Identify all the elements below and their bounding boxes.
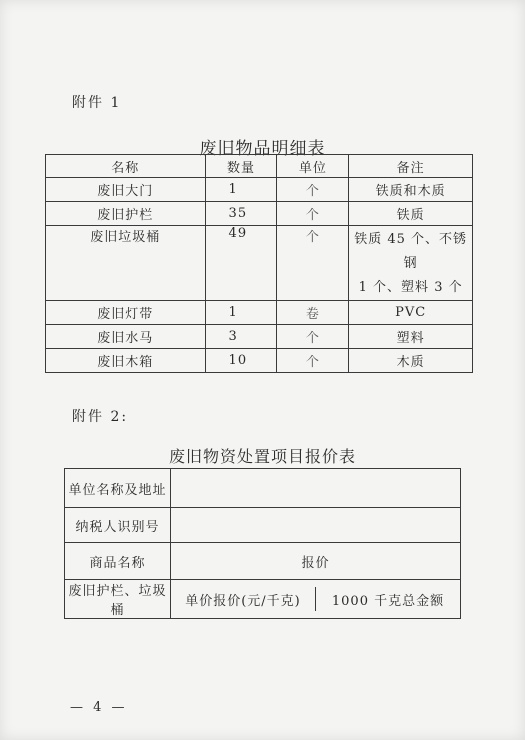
- quote-row-item: [65, 580, 461, 619]
- item-unit: 个: [277, 178, 349, 202]
- quote-item-name: 废旧护栏、垃圾桶: [65, 580, 171, 619]
- company-label: 单位名称及地址: [65, 469, 171, 508]
- attachment-2-label: 附件 2:: [72, 409, 129, 425]
- table-row: [46, 301, 473, 325]
- item-note: 铁质和木质: [349, 178, 473, 202]
- item-qty: 49: [205, 226, 277, 301]
- table-row: [46, 178, 473, 202]
- item-qty: 35: [205, 202, 277, 226]
- item-note: 塑料: [349, 325, 473, 349]
- table-row: [46, 349, 473, 373]
- item-qty: 1: [205, 178, 277, 202]
- item-note-line-2: 1 个、塑料 3 个: [358, 280, 463, 295]
- item-name: 废旧水马: [46, 325, 206, 349]
- page-number: — 4 —: [70, 700, 128, 715]
- tax-id-label: 纳税人识别号: [65, 508, 171, 543]
- header-quantity: 数量: [205, 155, 277, 178]
- items-table: [45, 154, 473, 373]
- company-value-cell[interactable]: [171, 469, 461, 508]
- item-note-line-1: 铁质 45 个、不锈钢: [354, 232, 468, 271]
- item-unit: 个: [277, 226, 349, 301]
- item-qty: 10: [205, 349, 277, 373]
- item-note: PVC: [349, 301, 473, 325]
- item-name: 废旧木箱: [46, 349, 206, 373]
- table-row: [46, 226, 473, 301]
- total-amount-label[interactable]: 1000 千克总金额: [331, 593, 445, 609]
- quote-price-header: 报价: [171, 543, 461, 580]
- item-name: 废旧护栏: [46, 202, 206, 226]
- unit-price-label[interactable]: 单价报价(元/千克): [185, 593, 301, 609]
- quote-row-tax-id: [65, 508, 461, 543]
- item-qty: 1: [205, 301, 277, 325]
- header-unit: 单位: [277, 155, 349, 178]
- product-name-label: 商品名称: [65, 543, 171, 580]
- item-name: 废旧垃圾桶: [46, 226, 206, 301]
- item-name: 废旧灯带: [46, 301, 206, 325]
- table-header-row: [46, 155, 473, 178]
- quote-table-title: 废旧物资处置项目报价表: [168, 447, 356, 466]
- item-unit: 卷: [277, 301, 349, 325]
- item-note: [349, 226, 473, 301]
- items-table-title: 废旧物品明细表: [199, 139, 326, 159]
- quote-row-header: [65, 543, 461, 580]
- attachment-1-label: 附件 1: [72, 95, 122, 111]
- table-row: [46, 325, 473, 349]
- header-name: 名称: [46, 155, 206, 178]
- quote-table: [64, 468, 461, 619]
- item-unit: 个: [277, 325, 349, 349]
- quote-price-cell: [171, 580, 461, 619]
- quote-row-company: [65, 469, 461, 508]
- item-unit: 个: [277, 349, 349, 373]
- table-row: [46, 202, 473, 226]
- item-unit: 个: [277, 202, 349, 226]
- header-note: 备注: [349, 155, 473, 178]
- item-qty: 3: [205, 325, 277, 349]
- item-note: 铁质: [349, 202, 473, 226]
- tax-id-value-cell[interactable]: [171, 508, 461, 543]
- item-note: 木质: [349, 349, 473, 373]
- item-name: 废旧大门: [46, 178, 206, 202]
